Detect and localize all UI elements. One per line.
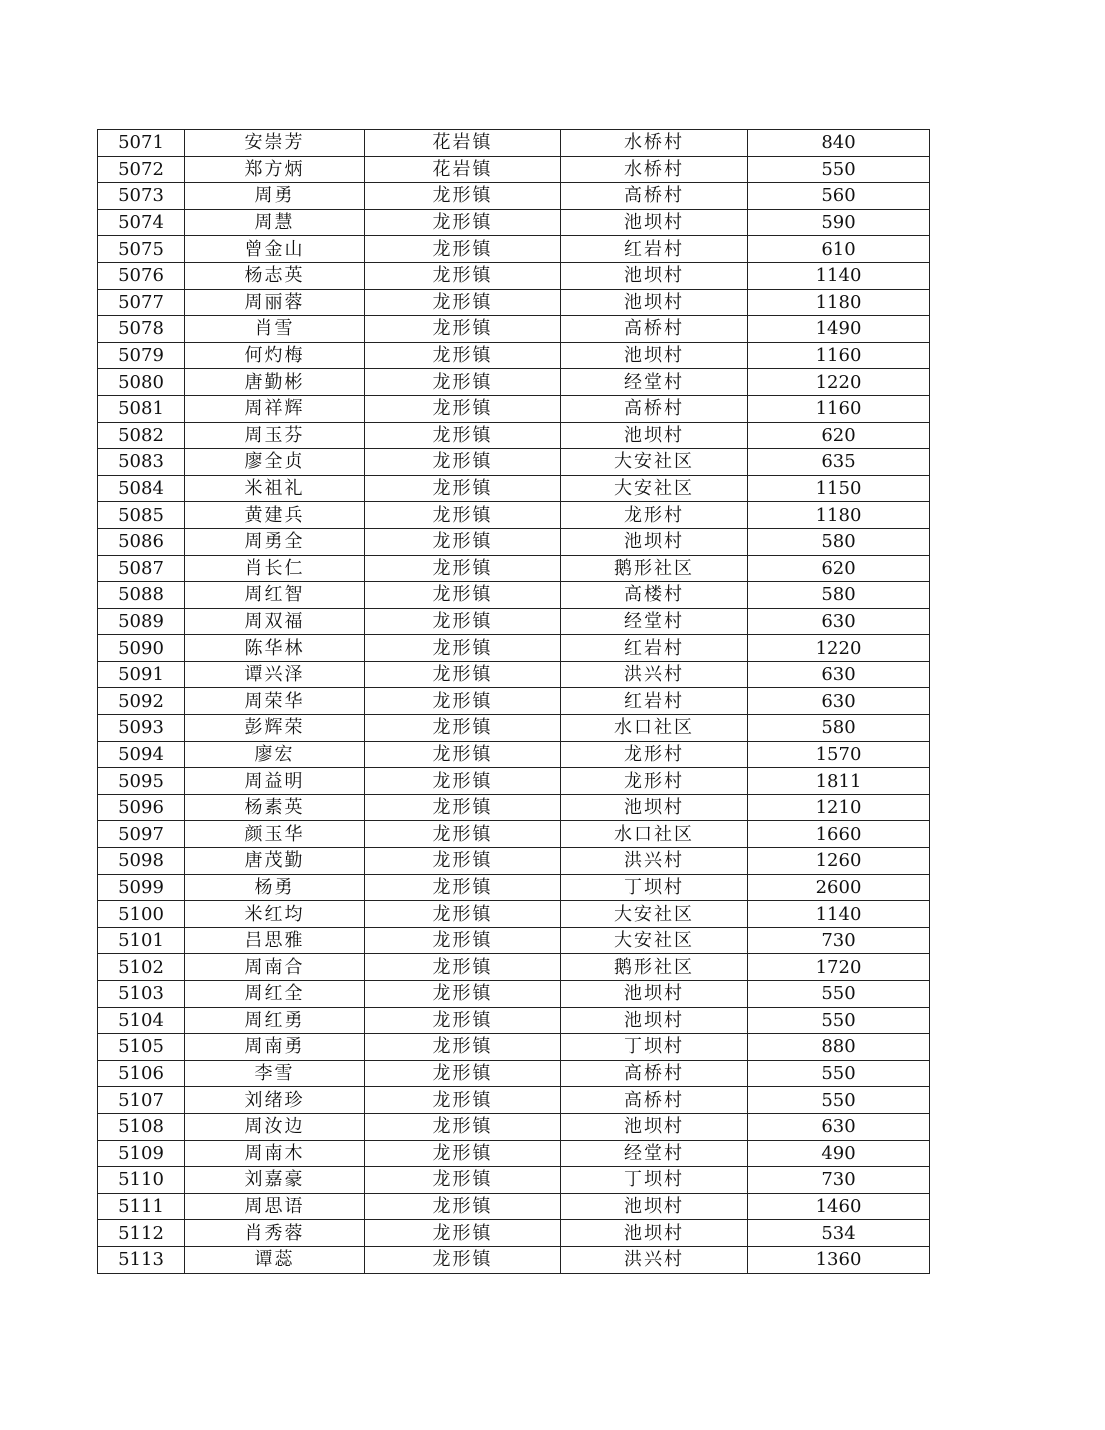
cell-number: 5100	[98, 901, 185, 928]
cell-name: 杨素英	[185, 794, 365, 821]
cell-town: 龙形镇	[365, 1193, 561, 1220]
cell-name: 周汝边	[185, 1113, 365, 1140]
table-row	[98, 183, 930, 210]
cell-number: 5106	[98, 1060, 185, 1087]
cell-name: 周勇	[185, 183, 365, 210]
cell-name: 谭蕊	[185, 1246, 365, 1273]
cell-name: 周双福	[185, 608, 365, 635]
cell-town: 龙形镇	[365, 635, 561, 662]
cell-amount: 620	[748, 555, 930, 582]
cell-amount: 630	[748, 608, 930, 635]
cell-number: 5071	[98, 130, 185, 157]
table-row	[98, 848, 930, 875]
cell-number: 5084	[98, 475, 185, 502]
table-row	[98, 1060, 930, 1087]
cell-name: 肖雪	[185, 316, 365, 343]
table-row	[98, 156, 930, 183]
cell-number: 5099	[98, 874, 185, 901]
cell-village: 水桥村	[561, 130, 748, 157]
cell-number: 5087	[98, 555, 185, 582]
cell-village: 洪兴村	[561, 848, 748, 875]
table-row	[98, 422, 930, 449]
table-row	[98, 1220, 930, 1247]
cell-village: 池坝村	[561, 528, 748, 555]
table-row	[98, 741, 930, 768]
table-row	[98, 449, 930, 476]
cell-village: 水桥村	[561, 156, 748, 183]
cell-number: 5079	[98, 342, 185, 369]
cell-amount: 1150	[748, 475, 930, 502]
cell-town: 龙形镇	[365, 715, 561, 742]
cell-number: 5098	[98, 848, 185, 875]
cell-name: 郑方炳	[185, 156, 365, 183]
cell-amount: 1811	[748, 768, 930, 795]
cell-number: 5072	[98, 156, 185, 183]
cell-village: 洪兴村	[561, 1246, 748, 1273]
cell-amount: 550	[748, 981, 930, 1008]
cell-name: 周慧	[185, 209, 365, 236]
cell-town: 龙形镇	[365, 395, 561, 422]
cell-number: 5091	[98, 661, 185, 688]
cell-town: 龙形镇	[365, 1034, 561, 1061]
cell-amount: 630	[748, 688, 930, 715]
cell-village: 高桥村	[561, 1060, 748, 1087]
cell-amount: 1140	[748, 901, 930, 928]
cell-amount: 1160	[748, 395, 930, 422]
cell-number: 5104	[98, 1007, 185, 1034]
table-row	[98, 555, 930, 582]
cell-number: 5113	[98, 1246, 185, 1273]
table-row	[98, 1034, 930, 1061]
table-row	[98, 1087, 930, 1114]
cell-town: 龙形镇	[365, 1167, 561, 1194]
cell-amount: 1570	[748, 741, 930, 768]
cell-village: 丁坝村	[561, 1167, 748, 1194]
cell-town: 龙形镇	[365, 874, 561, 901]
cell-village: 池坝村	[561, 289, 748, 316]
table-row	[98, 981, 930, 1008]
table-row	[98, 821, 930, 848]
table-row	[98, 130, 930, 157]
cell-number: 5080	[98, 369, 185, 396]
table-row	[98, 1193, 930, 1220]
table-row	[98, 502, 930, 529]
cell-number: 5074	[98, 209, 185, 236]
cell-village: 大安社区	[561, 927, 748, 954]
cell-village: 池坝村	[561, 1113, 748, 1140]
cell-name: 周红智	[185, 582, 365, 609]
cell-amount: 1720	[748, 954, 930, 981]
cell-name: 周红勇	[185, 1007, 365, 1034]
cell-name: 杨勇	[185, 874, 365, 901]
table-row	[98, 582, 930, 609]
cell-name: 周南勇	[185, 1034, 365, 1061]
cell-name: 周南木	[185, 1140, 365, 1167]
cell-village: 池坝村	[561, 981, 748, 1008]
cell-name: 曾金山	[185, 236, 365, 263]
cell-village: 水口社区	[561, 821, 748, 848]
cell-amount: 550	[748, 1007, 930, 1034]
cell-village: 池坝村	[561, 422, 748, 449]
cell-town: 龙形镇	[365, 768, 561, 795]
cell-town: 龙形镇	[365, 236, 561, 263]
cell-name: 陈华林	[185, 635, 365, 662]
cell-name: 周益明	[185, 768, 365, 795]
cell-number: 5088	[98, 582, 185, 609]
cell-village: 池坝村	[561, 1007, 748, 1034]
cell-name: 周勇全	[185, 528, 365, 555]
table-row	[98, 927, 930, 954]
cell-village: 水口社区	[561, 715, 748, 742]
cell-name: 彭辉荣	[185, 715, 365, 742]
cell-town: 龙形镇	[365, 981, 561, 1008]
cell-number: 5108	[98, 1113, 185, 1140]
cell-amount: 534	[748, 1220, 930, 1247]
cell-village: 池坝村	[561, 794, 748, 821]
table-row	[98, 874, 930, 901]
cell-town: 龙形镇	[365, 954, 561, 981]
table-row	[98, 528, 930, 555]
roster-table-body	[98, 130, 930, 1274]
cell-village: 高桥村	[561, 183, 748, 210]
table-row	[98, 635, 930, 662]
cell-town: 龙形镇	[365, 927, 561, 954]
cell-name: 颜玉华	[185, 821, 365, 848]
cell-village: 龙形村	[561, 768, 748, 795]
cell-amount: 550	[748, 1060, 930, 1087]
table-row	[98, 316, 930, 343]
cell-town: 龙形镇	[365, 688, 561, 715]
table-row	[98, 1113, 930, 1140]
cell-village: 高桥村	[561, 1087, 748, 1114]
table-row	[98, 608, 930, 635]
cell-number: 5107	[98, 1087, 185, 1114]
cell-number: 5082	[98, 422, 185, 449]
cell-number: 5109	[98, 1140, 185, 1167]
cell-number: 5112	[98, 1220, 185, 1247]
cell-number: 5111	[98, 1193, 185, 1220]
cell-name: 李雪	[185, 1060, 365, 1087]
cell-town: 龙形镇	[365, 475, 561, 502]
cell-name: 米祖礼	[185, 475, 365, 502]
cell-town: 龙形镇	[365, 608, 561, 635]
cell-amount: 580	[748, 582, 930, 609]
cell-name: 周思语	[185, 1193, 365, 1220]
cell-village: 大安社区	[561, 475, 748, 502]
cell-village: 高楼村	[561, 582, 748, 609]
cell-name: 周红全	[185, 981, 365, 1008]
cell-amount: 2600	[748, 874, 930, 901]
cell-town: 龙形镇	[365, 289, 561, 316]
table-row	[98, 1007, 930, 1034]
table-row	[98, 289, 930, 316]
cell-town: 龙形镇	[365, 528, 561, 555]
table-row	[98, 342, 930, 369]
cell-name: 周丽蓉	[185, 289, 365, 316]
cell-amount: 1160	[748, 342, 930, 369]
cell-number: 5090	[98, 635, 185, 662]
cell-name: 廖全贞	[185, 449, 365, 476]
cell-number: 5092	[98, 688, 185, 715]
cell-number: 5076	[98, 262, 185, 289]
cell-number: 5073	[98, 183, 185, 210]
table-row	[98, 1167, 930, 1194]
table-row	[98, 661, 930, 688]
cell-town: 龙形镇	[365, 1220, 561, 1247]
cell-name: 周祥辉	[185, 395, 365, 422]
cell-amount: 620	[748, 422, 930, 449]
cell-amount: 1260	[748, 848, 930, 875]
cell-amount: 590	[748, 209, 930, 236]
cell-village: 经堂村	[561, 369, 748, 396]
cell-name: 黄建兵	[185, 502, 365, 529]
table-row	[98, 794, 930, 821]
table-row	[98, 209, 930, 236]
cell-number: 5086	[98, 528, 185, 555]
cell-town: 龙形镇	[365, 741, 561, 768]
cell-town: 龙形镇	[365, 369, 561, 396]
cell-amount: 630	[748, 1113, 930, 1140]
cell-amount: 840	[748, 130, 930, 157]
cell-amount: 1210	[748, 794, 930, 821]
table-row	[98, 715, 930, 742]
cell-name: 吕思雅	[185, 927, 365, 954]
cell-town: 龙形镇	[365, 1140, 561, 1167]
cell-amount: 610	[748, 236, 930, 263]
cell-number: 5081	[98, 395, 185, 422]
cell-town: 龙形镇	[365, 901, 561, 928]
cell-village: 丁坝村	[561, 1034, 748, 1061]
table-row	[98, 1140, 930, 1167]
cell-amount: 580	[748, 715, 930, 742]
cell-name: 刘嘉豪	[185, 1167, 365, 1194]
cell-village: 高桥村	[561, 316, 748, 343]
cell-village: 鹅形社区	[561, 954, 748, 981]
cell-amount: 580	[748, 528, 930, 555]
cell-number: 5096	[98, 794, 185, 821]
cell-amount: 1490	[748, 316, 930, 343]
cell-number: 5078	[98, 316, 185, 343]
cell-village: 高桥村	[561, 395, 748, 422]
cell-amount: 1220	[748, 635, 930, 662]
table-row	[98, 395, 930, 422]
cell-amount: 1180	[748, 289, 930, 316]
cell-name: 唐勤彬	[185, 369, 365, 396]
cell-amount: 730	[748, 927, 930, 954]
cell-number: 5093	[98, 715, 185, 742]
cell-village: 龙形村	[561, 502, 748, 529]
table-row	[98, 768, 930, 795]
cell-amount: 490	[748, 1140, 930, 1167]
cell-town: 龙形镇	[365, 1007, 561, 1034]
cell-town: 龙形镇	[365, 183, 561, 210]
cell-number: 5089	[98, 608, 185, 635]
cell-town: 龙形镇	[365, 582, 561, 609]
cell-village: 池坝村	[561, 262, 748, 289]
table-row	[98, 236, 930, 263]
table-row	[98, 901, 930, 928]
cell-amount: 1660	[748, 821, 930, 848]
cell-number: 5083	[98, 449, 185, 476]
cell-village: 鹅形社区	[561, 555, 748, 582]
cell-number: 5110	[98, 1167, 185, 1194]
cell-town: 龙形镇	[365, 449, 561, 476]
cell-amount: 1220	[748, 369, 930, 396]
cell-amount: 1460	[748, 1193, 930, 1220]
cell-town: 龙形镇	[365, 316, 561, 343]
cell-number: 5105	[98, 1034, 185, 1061]
cell-village: 红岩村	[561, 236, 748, 263]
cell-amount: 1180	[748, 502, 930, 529]
cell-town: 龙形镇	[365, 422, 561, 449]
cell-amount: 550	[748, 156, 930, 183]
cell-number: 5094	[98, 741, 185, 768]
cell-name: 谭兴泽	[185, 661, 365, 688]
cell-number: 5077	[98, 289, 185, 316]
cell-town: 龙形镇	[365, 848, 561, 875]
cell-village: 经堂村	[561, 1140, 748, 1167]
cell-name: 周玉芬	[185, 422, 365, 449]
cell-village: 红岩村	[561, 635, 748, 662]
table-row	[98, 1246, 930, 1273]
cell-town: 龙形镇	[365, 1113, 561, 1140]
cell-town: 龙形镇	[365, 262, 561, 289]
cell-village: 大安社区	[561, 449, 748, 476]
cell-name: 刘绪珍	[185, 1087, 365, 1114]
table-row	[98, 688, 930, 715]
cell-town: 龙形镇	[365, 794, 561, 821]
cell-town: 龙形镇	[365, 661, 561, 688]
cell-village: 龙形村	[561, 741, 748, 768]
cell-number: 5102	[98, 954, 185, 981]
cell-name: 唐茂勤	[185, 848, 365, 875]
cell-amount: 635	[748, 449, 930, 476]
cell-village: 池坝村	[561, 1193, 748, 1220]
cell-number: 5101	[98, 927, 185, 954]
cell-name: 米红均	[185, 901, 365, 928]
cell-village: 池坝村	[561, 1220, 748, 1247]
cell-village: 丁坝村	[561, 874, 748, 901]
cell-amount: 880	[748, 1034, 930, 1061]
cell-number: 5095	[98, 768, 185, 795]
cell-village: 红岩村	[561, 688, 748, 715]
cell-number: 5097	[98, 821, 185, 848]
table-row	[98, 954, 930, 981]
cell-name: 何灼梅	[185, 342, 365, 369]
cell-town: 龙形镇	[365, 1246, 561, 1273]
cell-town: 龙形镇	[365, 502, 561, 529]
cell-town: 花岩镇	[365, 156, 561, 183]
table-row	[98, 369, 930, 396]
cell-village: 池坝村	[561, 342, 748, 369]
cell-amount: 550	[748, 1087, 930, 1114]
cell-number: 5085	[98, 502, 185, 529]
cell-name: 廖宏	[185, 741, 365, 768]
cell-village: 池坝村	[561, 209, 748, 236]
cell-village: 大安社区	[561, 901, 748, 928]
cell-name: 周南合	[185, 954, 365, 981]
cell-town: 龙形镇	[365, 209, 561, 236]
cell-amount: 560	[748, 183, 930, 210]
cell-name: 肖秀蓉	[185, 1220, 365, 1247]
cell-town: 龙形镇	[365, 342, 561, 369]
cell-number: 5103	[98, 981, 185, 1008]
roster-table	[97, 129, 930, 1274]
cell-town: 花岩镇	[365, 130, 561, 157]
cell-number: 5075	[98, 236, 185, 263]
cell-town: 龙形镇	[365, 821, 561, 848]
cell-name: 周荣华	[185, 688, 365, 715]
cell-name: 杨志英	[185, 262, 365, 289]
table-row	[98, 262, 930, 289]
cell-village: 经堂村	[561, 608, 748, 635]
cell-town: 龙形镇	[365, 555, 561, 582]
cell-amount: 630	[748, 661, 930, 688]
cell-amount: 730	[748, 1167, 930, 1194]
cell-town: 龙形镇	[365, 1087, 561, 1114]
cell-name: 肖长仁	[185, 555, 365, 582]
cell-town: 龙形镇	[365, 1060, 561, 1087]
cell-amount: 1360	[748, 1246, 930, 1273]
cell-amount: 1140	[748, 262, 930, 289]
table-row	[98, 475, 930, 502]
cell-name: 安崇芳	[185, 130, 365, 157]
cell-village: 洪兴村	[561, 661, 748, 688]
